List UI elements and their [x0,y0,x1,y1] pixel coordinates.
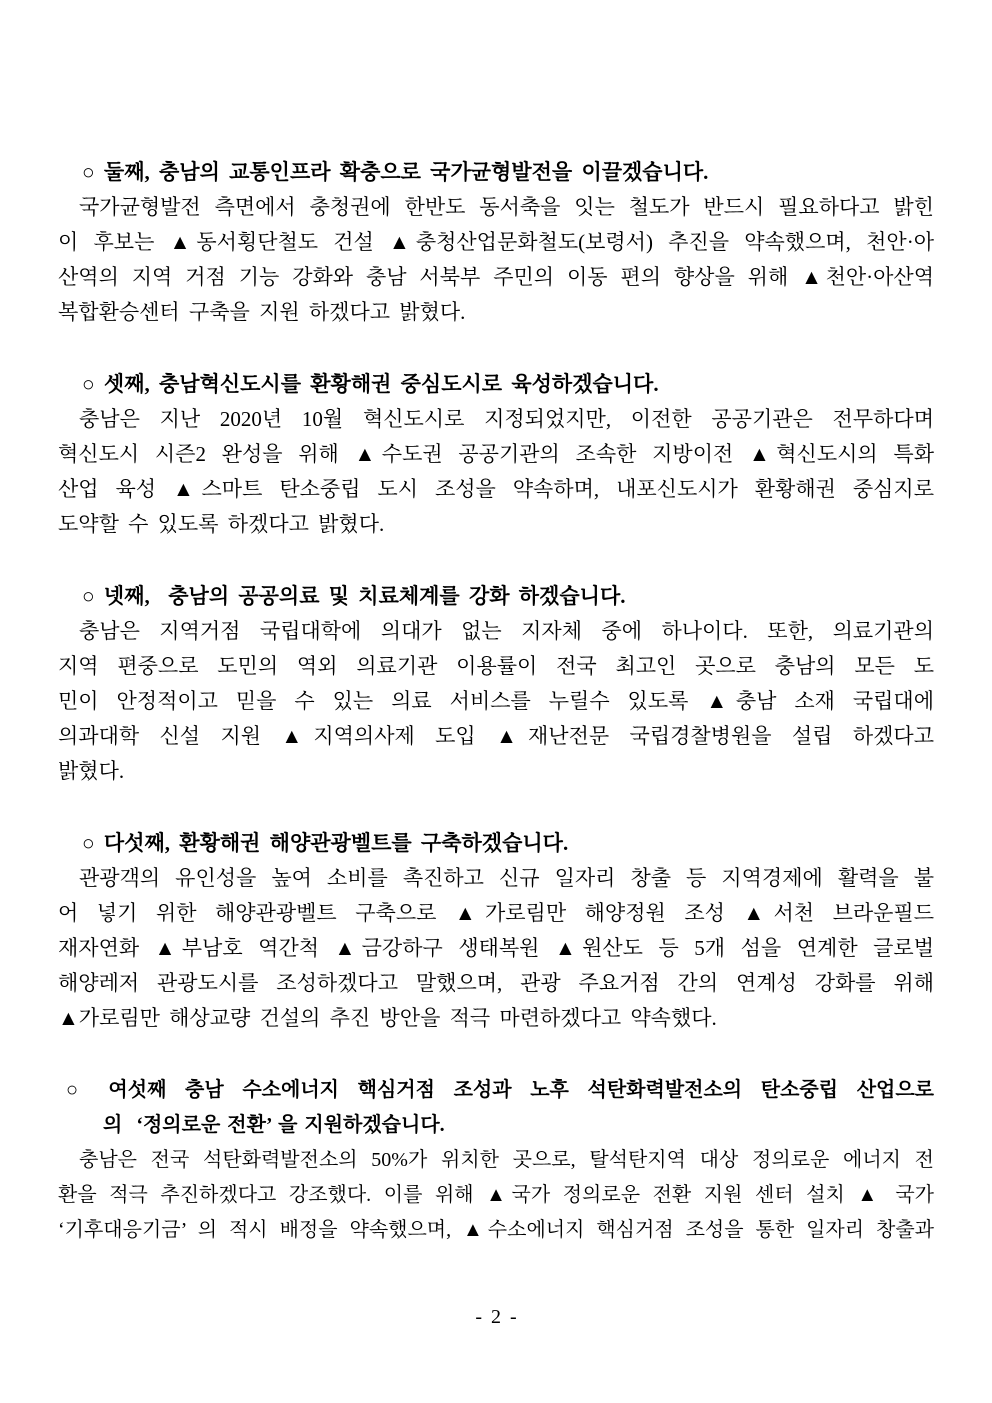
body-line: 지역 편중으로 도민의 역외 의료기관 이용률이 전국 최고인 곳으로 충남의 모든 도 [58,654,934,678]
section-fourth [58,579,934,789]
body-line: 도약할 수 있도록 하겠다고 밝혔다. [58,512,385,536]
body-line: 민이 안정적이고 믿을 수 있는 의료 서비스를 누릴수 있도록 ▲충남 소재 국립대에 [58,689,934,713]
section-heading: ○ 여섯째 충남 수소에너지 핵심거점 조성과 노후 석탄화력발전소의 탄소중립 산업으로 [66,1079,934,1101]
body-line: 충남은 전국 석탄화력발전소의 50%가 위치한 곳으로, 탈석탄지역 대상 정의로운 에너지 전 [79,1149,934,1171]
body-line: 재자연화 ▲부남호 역간척 ▲금강하구 생태복원 ▲원산도 등 5개 섬을 연계한 글로벌 [58,936,934,960]
body-line: 산역의 지역 거점 기능 강화와 충남 서북부 주민의 이동 편의 향상을 위해 ▲천안·아산역 [58,265,934,289]
body-line: 환을 적극 추진하겠다고 강조했다. 이를 위해 ▲국가 정의로운 전환 지원 센터 설치 ▲ 국가 [58,1184,934,1206]
section-third [58,367,934,542]
body-line: 의과대학 신설 지원 ▲지역의사제 도입 ▲재난전문 국립경찰병원을 설립 하겠다고 [58,724,934,748]
section-heading: ○ 넷째, 충남의 공공의료 및 치료체계를 강화 하겠습니다. [82,584,626,608]
body-line: 복합환승센터 구축을 지원 하겠다고 밝혔다. [58,300,466,324]
body-line: 산업 육성 ▲스마트 탄소중립 도시 조성을 약속하며, 내포신도시가 환황해권 중심지로 [58,477,934,501]
section-heading: ○ 다섯째, 환황해권 해양관광벨트를 구축하겠습니다. [82,831,569,855]
body-line: 혁신도시 시즌2 완성을 위해 ▲수도권 공공기관의 조속한 지방이전 ▲혁신도시의 특화 [58,442,934,466]
section-heading-continued: 의 ‘정의로운 전환’ 을 지원하겠습니다. [103,1114,445,1136]
section-fifth [58,826,934,1036]
body-line: 충남은 지난 2020년 10월 혁신도시로 지정되었지만, 이전한 공공기관은 전무하다며 [79,407,934,431]
body-line: 국가균형발전 측면에서 충청권에 한반도 동서축을 잇는 철도가 반드시 필요하다고 밝힌 [79,195,934,219]
body-line: 관광객의 유인성을 높여 소비를 촉진하고 신규 일자리 창출 등 지역경제에 활력을 불 [79,866,934,890]
body-line: 해양레저 관광도시를 조성하겠다고 말했으며, 관광 주요거점 간의 연계성 강화를 위해 [58,971,934,995]
document-content [58,155,934,1248]
page-number: - 2 - [475,1306,517,1328]
section-heading: ○ 셋째, 충남혁신도시를 환황해권 중심도시로 육성하겠습니다. [82,372,659,396]
section-heading: ○ 둘째, 충남의 교통인프라 확충으로 국가균형발전을 이끌겠습니다. [82,160,709,184]
body-line: 충남은 지역거점 국립대학에 의대가 없는 지자체 중에 하나이다. 또한, 의료기관의 [79,619,934,643]
body-line: ‘기후대응기금’ 의 적시 배정을 약속했으며, ▲수소에너지 핵심거점 조성을 통한 일자리 창출과 [58,1219,934,1241]
body-line: 이 후보는 ▲동서횡단철도 건설 ▲충청산업문화철도(보령서) 추진을 약속했으며, 천안·아 [58,230,934,254]
body-line: 밝혔다. [58,759,125,783]
section-second [58,155,934,330]
section-sixth [58,1073,934,1248]
body-line: 어 넣기 위한 해양관광벨트 구축으로 ▲가로림만 해양정원 조성 ▲서천 브라운필드 [58,901,934,925]
body-line: ▲가로림만 해상교량 건설의 추진 방안을 적극 마련하겠다고 약속했다. [58,1006,717,1030]
